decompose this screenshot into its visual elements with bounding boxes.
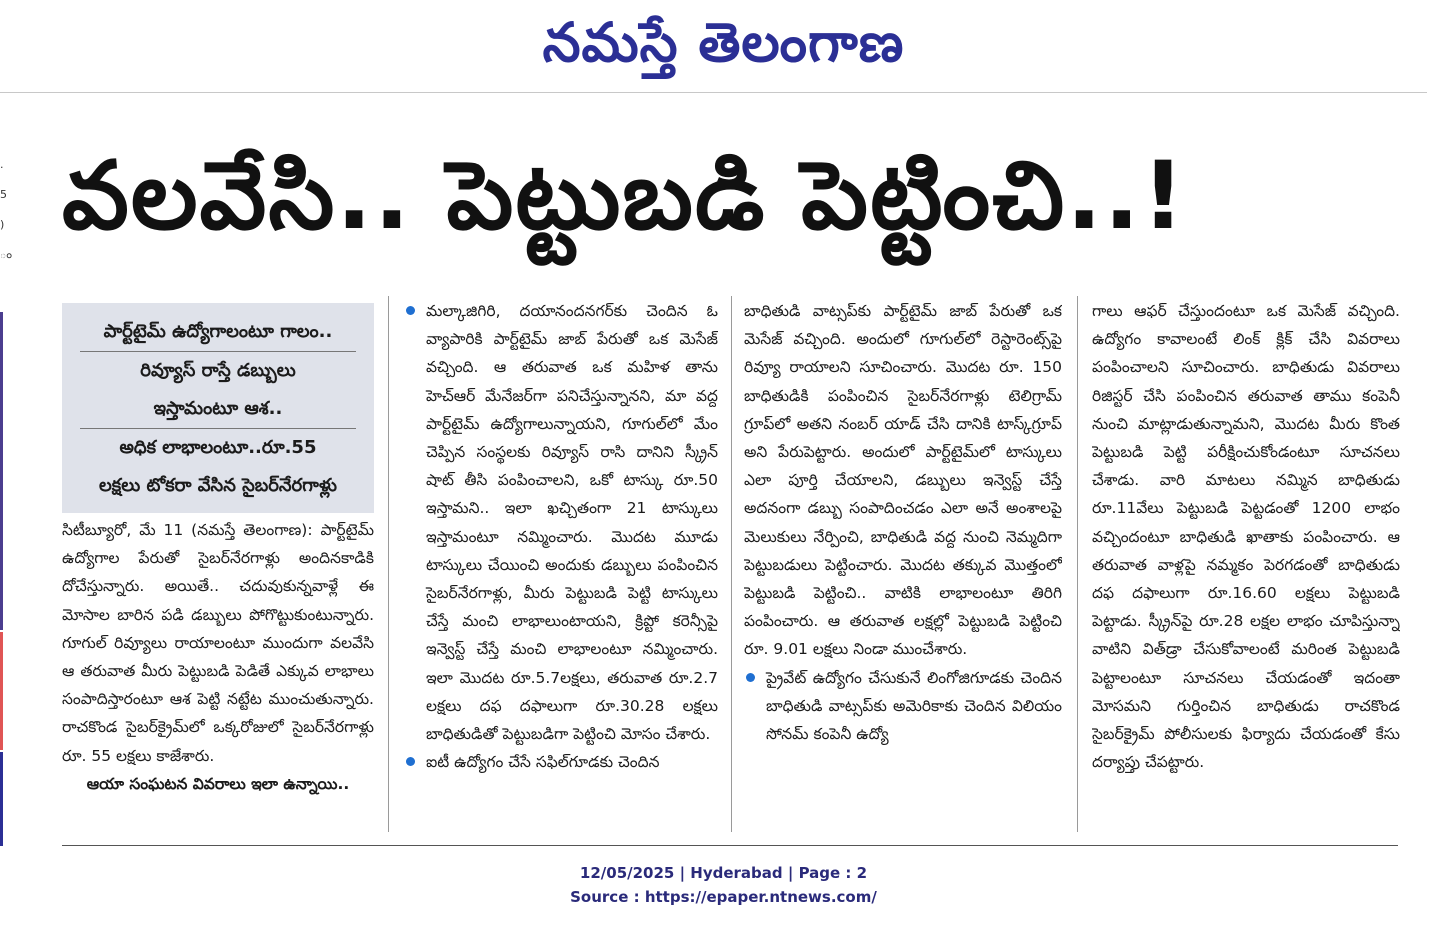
bullet-icon <box>406 306 415 315</box>
column-divider <box>731 296 732 832</box>
case-2-paragraph <box>404 748 718 776</box>
case-2-start-text: ఐటీ ఉద్యోగం చేసే సఫిల్‌గూడకు చెందిన <box>426 753 660 772</box>
case-1-paragraph <box>404 297 718 748</box>
adjacent-page-edge: . 5 ) ం <box>0 158 12 261</box>
article-column-3 <box>744 297 1062 829</box>
bottom-divider <box>62 845 1398 846</box>
edge-color-bar-top <box>0 312 3 630</box>
intro-paragraph: సిటీబ్యూరో, మే 11 (నమస్తే తెలంగాణ): పార్ట్‌టైమ్ ఉద్యోగాల పేరుతో సైబర్‌నేరగాళ్లు అందినకాడికి దోచేస్తున్నారు. అయితే.. చదువుకున్నవాళ్లే ఈ మోసాల బారిన పడి డబ్బులు పోగొట్టుకుంటున్నారు. గూగుల్ రివ్యూలు రాయాలంటూ ముందుగా వలవేసి ఆ తరువాత మీరు పెట్టుబడి పెడితే ఎక్కువ లాభాలు సంపాదిస్తారంటూ ఆశ పెట్టి నట్టేట ముంచుతున్నారు. రాచకొండ సైబర్‌క్రైమ్‌లో ఒక్కరోజులో సైబర్‌నేరగాళ్లు రూ. 55 లక్షలు కాజేశారు. <box>62 521 374 765</box>
closing-line: ఆయా సంఘటన వివరాలు ఇలా ఉన్నాయి.. <box>86 774 350 793</box>
article-column-4 <box>1092 297 1400 829</box>
edge-color-bar-bottom <box>0 752 3 846</box>
subdeck-line-3: ఇస్తామంటూ ఆశ.. <box>153 398 283 419</box>
bullet-icon <box>746 673 755 682</box>
edge-color-bar-middle <box>0 632 3 750</box>
subdeck-line-2: రివ్యూస్ రాస్తే డబ్బులు <box>140 360 296 381</box>
article-column-1 <box>62 516 374 828</box>
case-3-continued: గాలు ఆఫర్ చేస్తుందంటూ ఒక మెసేజ్ వచ్చింది. ఉద్యోగం కావాలంటే లింక్ క్లిక్ చేసి వివరాలు పంపించాలని సూచించారు. బాధితుడు వివరాలు రిజిస్టర్ చేసి పంపించిన తరువాత తాము కంపెనీ నుంచి మాట్లాడుతున్నామని, మొదట మీరు కొంత పెట్టుబడి పెట్టి పరీక్షించుకోండంటూ సూచనలు చేశాడు. వారి మాటలు నమ్మిన బాధితుడు రూ.11వేలు పెట్టుబడి పెట్టడంతో 1200 లాభం వచ్చిందంటూ బాధితుడి ఖాతాకు పంపించారు. ఆ తరువాత వాళ్లపై నమ్మకం పెరగడంతో బాధితుడు దఫ దఫాలుగా రూ.16.60 లక్షలు పెట్టుబడి పెట్టాడు. స్క్రీన్‌పై రూ.28 లక్షల లాభం చూపిస్తున్నా వాటిని విత్‌డ్రా చేసుకోవాలంటే మరింత పెట్టుబడి పెట్టాలంటూ సూచనలు చేయడంతో ఇదంతా మోసమని గుర్తించిన బాధితుడు రాచకొండ సైబర్‌క్రైమ్ పోలీసులకు ఫిర్యాదు చేయడంతో కేసు దర్యాప్తు చేపట్టారు. <box>1092 302 1400 772</box>
case-3-start-text: ప్రైవేట్ ఉద్యోగం చేసుకునే లింగోజిగూడకు చెందిన బాధితుడి వాట్సప్‌కు అమెరికాకు చెందిన విలియం సోనమ్ కంపెనీ ఉద్యో <box>766 668 1062 744</box>
bullet-icon <box>406 757 415 766</box>
article-column-2 <box>404 297 718 829</box>
case-3-paragraph <box>744 664 1062 749</box>
edition-info: 12/05/2025 | Hyderabad | Page : 2 <box>579 864 868 882</box>
column-divider <box>388 296 389 832</box>
source-link[interactable]: Source : https://epaper.ntnews.com/ <box>570 888 877 906</box>
case-2-continued: బాధితుడి వాట్సప్‌కు పార్ట్‌టైమ్ జాబ్ పేరుతో ఒక మెసేజ్ వచ్చింది. అందులో గూగుల్‌లో రెస్టారెంట్స్‌పై రివ్యూ రాయాలని సూచించారు. మొదట రూ. 150 బాధితుడికి పంపించిన సైబర్‌నేరగాళ్లు టెలిగ్రామ్ గ్రూప్‌లో అతని నంబర్ యాడ్ చేసి దానికి టాస్క్‌గ్రూప్ అని పేరుపెట్టారు. అందులో పార్ట్‌టైమ్‌లో టాస్కులు ఎలా పూర్తి చేయాలని, డబ్బులు ఇన్వెస్ట్ చేస్తే అదనంగా డబ్బు సంపాదించడం ఎలా అనే అంశాలపై మెలుకులు నేర్పించి, బాధితుడి వద్ద నుంచి నెమ్మదిగా పెట్టుబడులు పెట్టించారు. మొదట తక్కువ మొత్తంలో పెట్టుబడి పెట్టించి.. వాటికి లాభాలంటూ తిరిగి పంపించారు. ఆ తరువాత లక్షల్లో పెట్టుబడి పెట్టించి రూ. 9.01 లక్షలు నిండా ముంచేశారు. <box>744 302 1062 659</box>
subdeck-line-5: లక్షలు టోకరా వేసిన సైబర్‌నేరగాళ్లు <box>99 475 337 496</box>
masthead-divider <box>0 92 1427 93</box>
subdeck-line-4: అధిక లాభాలంటూ..రూ.55 <box>119 437 317 458</box>
case-1-text: మల్కాజిగిరి, దయానందనగర్‌కు చెందిన ఓ వ్యాపారికి పార్ట్‌టైమ్ జాబ్ పేరుతో ఒక మెసేజ్ వచ్చింది. ఆ తరువాత ఒక మహిళ తాను హెచ్‌ఆర్ మేనేజర్‌గా పనిచేస్తున్నానని, మా వద్ద పార్ట్‌టైమ్ ఉద్యోగాలున్నాయని, గూగుల్‌లో మేం చెప్పిన సంస్థలకు రివ్యూస్ రాసి దానిని స్క్రీన్ షాట్ తీసి పంపించాలని, ఒకో టాస్కు రూ.50 ఇస్తామని.. ఇలా ఖచ్చితంగా 21 టాస్కులు ఇస్తామంటూ నమ్మించారు. మొదట మూడు టాస్కులు చేయించి అందుకు డబ్బులు పంపించిన సైబర్‌నేరగాళ్లు, మీరు పెట్టుబడి పెట్టి టాస్కులు చేస్తే మంచి లాభాలుంటాయని, క్రిప్టో కరెన్సీపై ఇన్వెస్ట్ చేస్తే మంచి లాభాలంటూ నమ్మించారు. ఇలా మొదట రూ.5.7లక్షలు, తరువాత రూ.2.7 లక్షలు దఫ దఫాలుగా రూ.30.28 లక్షలు బాధితుడితో పెట్టుబడిగా పెట్టించి మోసం చేశారు. <box>426 302 718 744</box>
subdeck-line-1: పార్ట్‌టైమ్ ఉద్యోగాలంటూ గాలం.. <box>103 321 333 342</box>
article-headline: వలవేసి.. పెట్టుబడి పెట్టించి..! <box>62 142 1187 251</box>
masthead-logo: నమస్తే తెలంగాణ <box>542 10 905 74</box>
column-divider <box>1077 296 1078 832</box>
article-subdeck <box>62 303 374 513</box>
